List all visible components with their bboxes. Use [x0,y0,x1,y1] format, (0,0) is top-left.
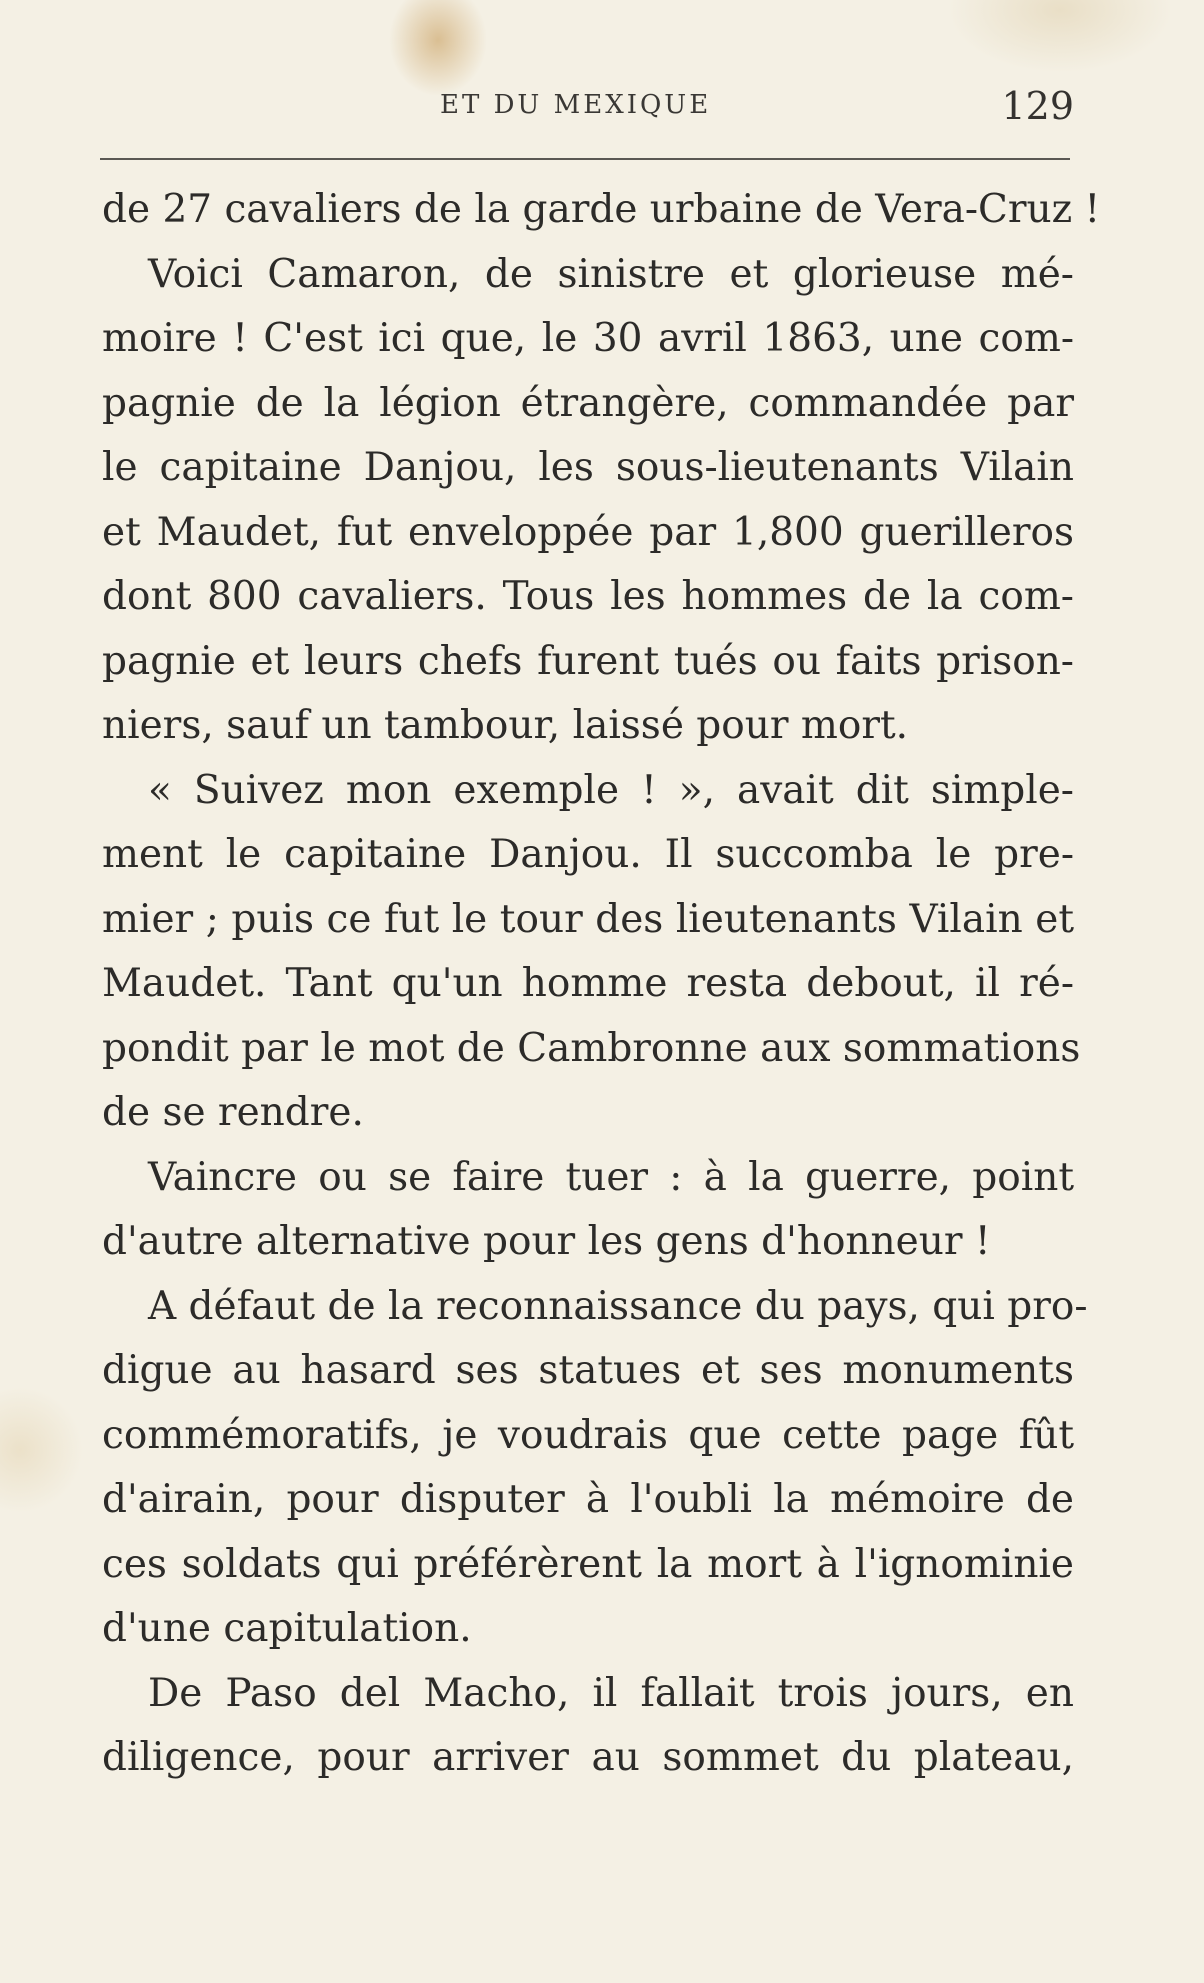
text-line: diligence, pour arriver au sommet du plateau, [102,1735,1074,1780]
text-line: le capitaine Danjou, les sous-lieutenants Vilain [102,445,1074,490]
text-line: Vaincre ou se faire tuer : à la guerre, point [148,1154,1074,1200]
body-text [102,178,1101,1791]
text-line: Voici Camaron, de sinistre et glorieuse mé- [148,251,1074,297]
text-line: A défaut de la reconnaissance du pays, qui pro- [148,1283,1088,1329]
text-line: mier ; puis ce fut le tour des lieutenants Vilain et [102,896,1074,942]
text-line: d'airain, pour disputer à l'oubli la mémoire de [102,1477,1074,1522]
text-line: « Suivez mon exemple ! », avait dit simple- [148,767,1074,813]
running-head [100,84,1080,134]
text-line: ment le capitaine Danjou. Il succomba le pre- [102,832,1074,877]
running-title: ET DU MEXIQUE [440,90,712,120]
header-rule [100,158,1070,160]
text-line: de 27 cavaliers de la garde urbaine de Vera-Cruz ! [102,187,1101,232]
text-line: pondit par le mot de Cambronne aux sommations [102,1025,1081,1071]
page-number: 129 [1001,84,1074,128]
text-line: ces soldats qui préférèrent la mort à l'ignominie [102,1541,1074,1587]
text-line: dont 800 cavaliers. Tous les hommes de la com- [102,574,1074,619]
text-line: d'autre alternative pour les gens d'honneur ! [102,1219,991,1264]
text-line: d'une capitulation. [102,1606,472,1651]
text-line: De Paso del Macho, il fallait trois jours, en [148,1670,1074,1716]
text-line: de se rendre. [102,1090,364,1135]
text-line: moire ! C'est ici que, le 30 avril 1863, une com- [102,316,1074,361]
text-line: et Maudet, fut enveloppée par 1,800 guerilleros [102,509,1074,555]
text-line: Maudet. Tant qu'un homme resta debout, il ré- [102,961,1074,1006]
text-line: pagnie de la légion étrangère, commandée par [102,380,1074,426]
text-line: digue au hasard ses statues et ses monuments [102,1348,1074,1393]
text-line: commémoratifs, je voudrais que cette page fût [102,1412,1074,1458]
text-line: pagnie et leurs chefs furent tués ou faits prison- [102,638,1074,684]
text-line: niers, sauf un tambour, laissé pour mort. [102,703,909,748]
